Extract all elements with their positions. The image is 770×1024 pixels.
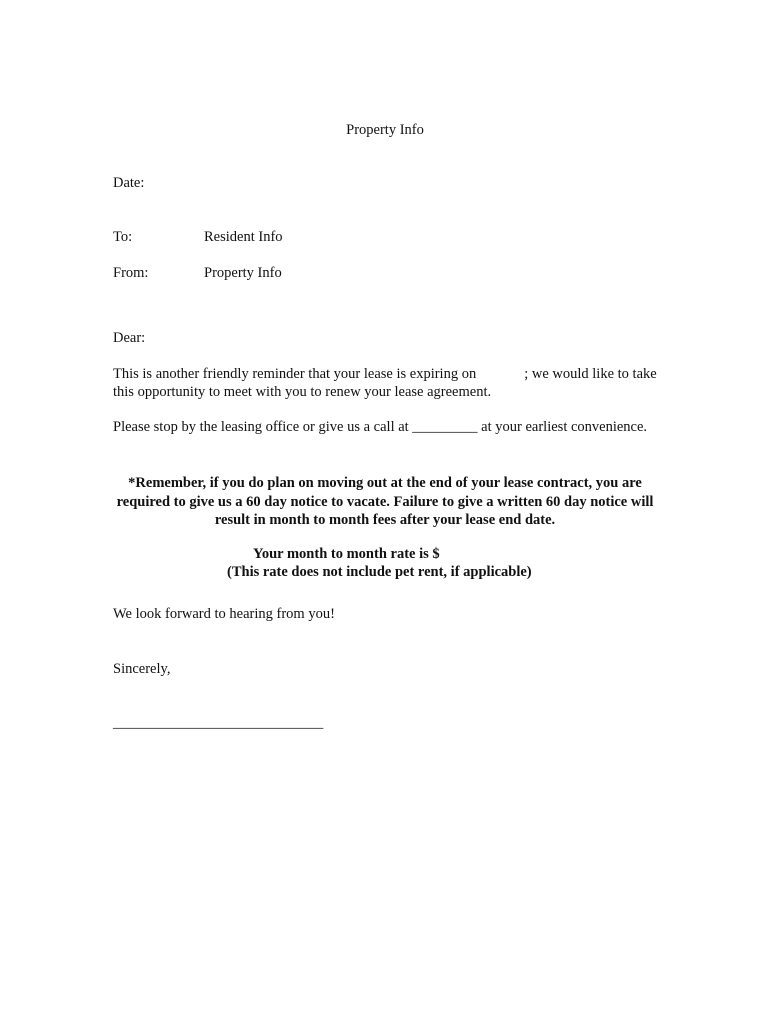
reminder-text-end: ; we would like to take this opportunity to meet with you to renew your lease agreement. [113, 366, 657, 400]
reminder-paragraph [113, 365, 658, 401]
salutation: Dear: [113, 330, 146, 346]
letter-header-title: Property Info [346, 122, 424, 138]
notice-paragraph: *Remember, if you do plan on moving out at the end of your lease contract, you are required to give us a 60 day notice to vacate. Failure to give a written 60 day notice will result in month to month fees after your lease end date. [116, 475, 654, 528]
to-value: Resident Info [204, 229, 283, 245]
rate-line: Your month to month rate is $ [253, 546, 440, 562]
sign-off: Sincerely, [113, 661, 171, 677]
signature-line: _____________________________ [113, 715, 324, 731]
from-label: From: [113, 265, 149, 281]
reminder-text-start: This is another friendly reminder that your lease is expiring on [113, 366, 477, 382]
from-value: Property Info [204, 265, 282, 281]
to-label: To: [113, 229, 133, 245]
closing-line: We look forward to hearing from you! [113, 606, 335, 622]
rate-disclaimer: (This rate does not include pet rent, if applicable) [227, 564, 532, 580]
date-label: Date: [113, 175, 145, 191]
contact-paragraph: Please stop by the leasing office or give us a call at _________ at your earliest convenience. [113, 419, 648, 435]
